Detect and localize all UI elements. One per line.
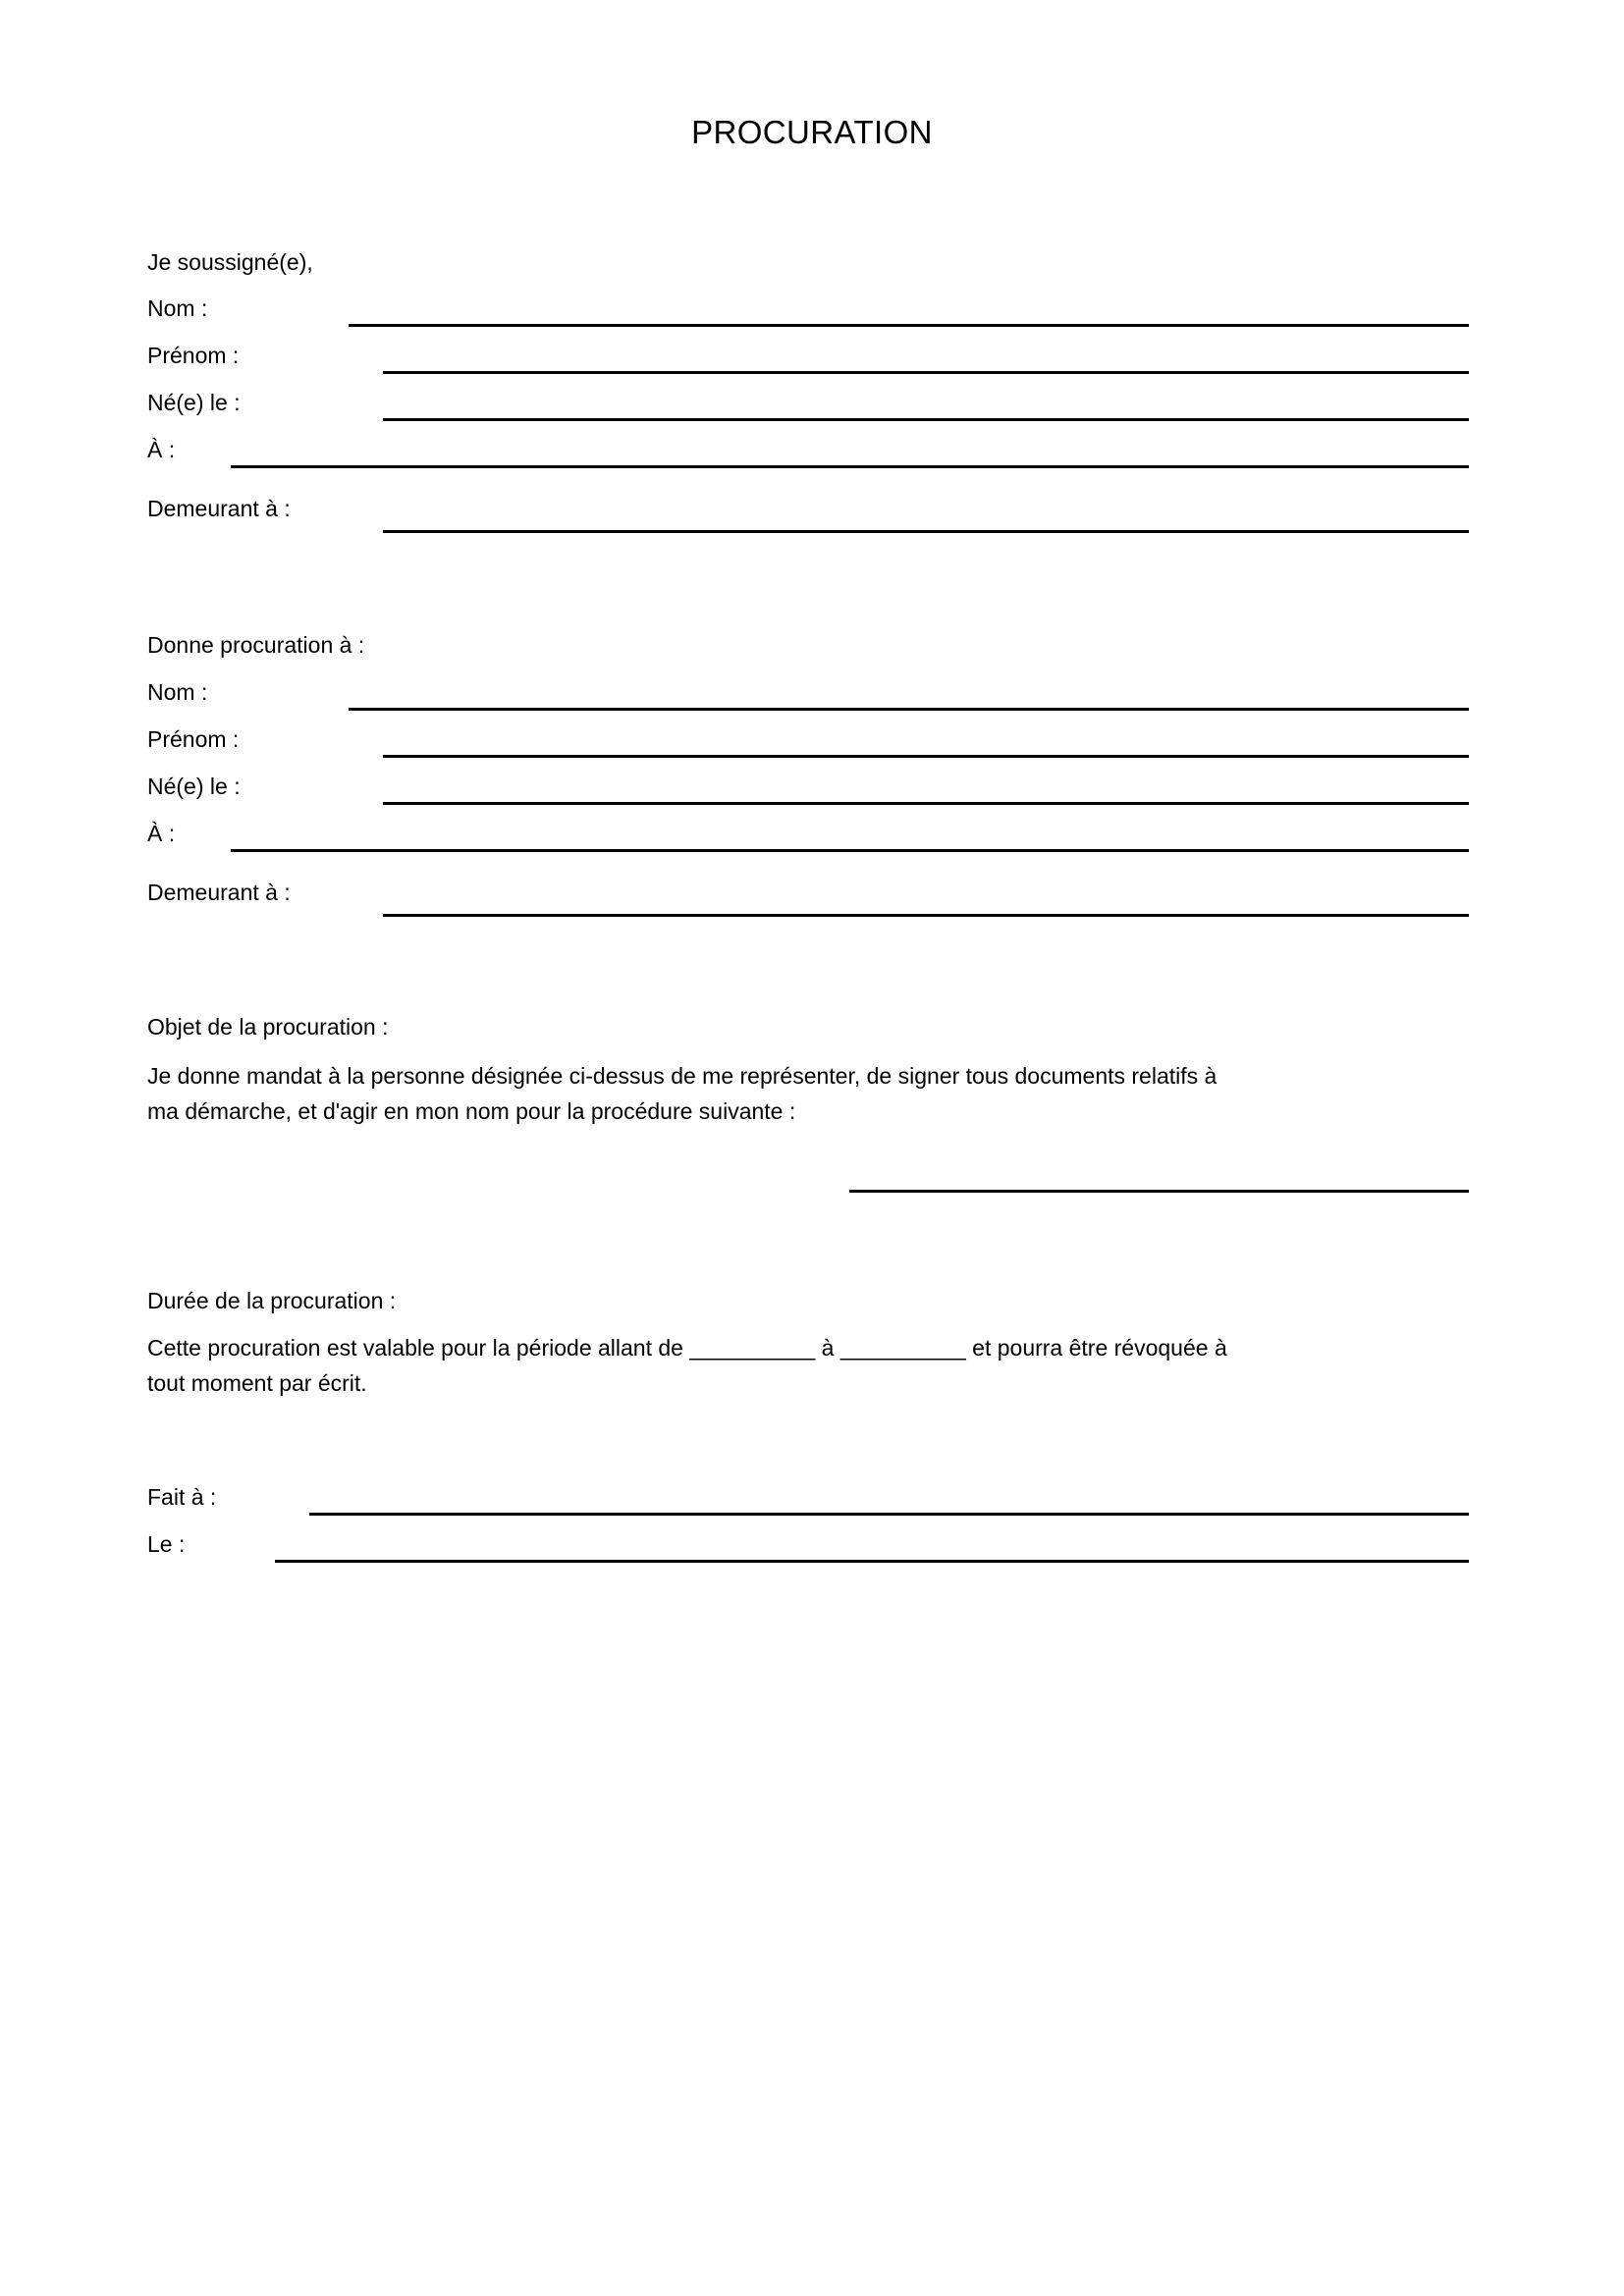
duration-body-part-1: Cette procuration est valable pour la période allant de xyxy=(147,1335,683,1361)
purpose-body-line-1: Je donne mandat à la personne désignée ci-dessus de me représenter, de signer tous documents relatifs à xyxy=(147,1063,1218,1089)
grantee-label-prenom: Prénom : xyxy=(147,726,240,752)
duration-body-line-2: tout moment par écrit. xyxy=(147,1370,367,1396)
grantor-input-naissance-lieu[interactable] xyxy=(231,465,1469,468)
grantee-input-prenom[interactable] xyxy=(383,755,1469,758)
signature-input-lieu[interactable] xyxy=(309,1513,1469,1516)
grantee-label-domicile: Demeurant à : xyxy=(147,880,291,905)
grantor-label-naissance-date: Né(e) le : xyxy=(147,390,241,415)
grantor-input-prenom[interactable] xyxy=(383,371,1469,374)
page-title: PROCURATION xyxy=(691,114,933,150)
signature-input-date[interactable] xyxy=(275,1560,1469,1563)
purpose-body-line-2: ma démarche, et d'agir en mon nom pour la procédure suivante : xyxy=(147,1098,796,1124)
grantee-input-naissance-date[interactable] xyxy=(383,802,1469,805)
grantor-label-domicile: Demeurant à : xyxy=(147,496,291,521)
grantor-input-domicile[interactable] xyxy=(383,530,1469,533)
grantor-input-nom[interactable] xyxy=(349,324,1469,327)
grantor-input-naissance-date[interactable] xyxy=(383,418,1469,421)
grantee-input-nom[interactable] xyxy=(349,708,1469,711)
duration-input-start-date[interactable]: __________ xyxy=(689,1335,816,1361)
signature-label-date: Le : xyxy=(147,1531,186,1557)
grantee-intro: Donne procuration à : xyxy=(147,632,365,658)
duration-connector: à xyxy=(821,1335,835,1361)
grantor-intro: Je soussigné(e), xyxy=(147,249,313,275)
grantee-label-nom: Nom : xyxy=(147,679,208,705)
grantee-input-naissance-lieu[interactable] xyxy=(231,849,1469,852)
grantee-input-domicile[interactable] xyxy=(383,914,1469,917)
grantor-label-naissance-lieu: À : xyxy=(147,437,176,462)
duration-heading: Durée de la procuration : xyxy=(147,1288,397,1313)
grantee-label-naissance-date: Né(e) le : xyxy=(147,774,241,799)
signature-label-lieu: Fait à : xyxy=(147,1484,217,1510)
duration-input-end-date[interactable]: __________ xyxy=(839,1335,966,1361)
purpose-heading: Objet de la procuration : xyxy=(147,1014,389,1040)
grantor-label-nom: Nom : xyxy=(147,295,208,321)
purpose-input-procedure[interactable] xyxy=(849,1190,1469,1193)
grantee-label-naissance-lieu: À : xyxy=(147,821,176,846)
duration-body-part-2: et pourra être révoquée à xyxy=(972,1335,1227,1361)
grantor-label-prenom: Prénom : xyxy=(147,343,240,368)
